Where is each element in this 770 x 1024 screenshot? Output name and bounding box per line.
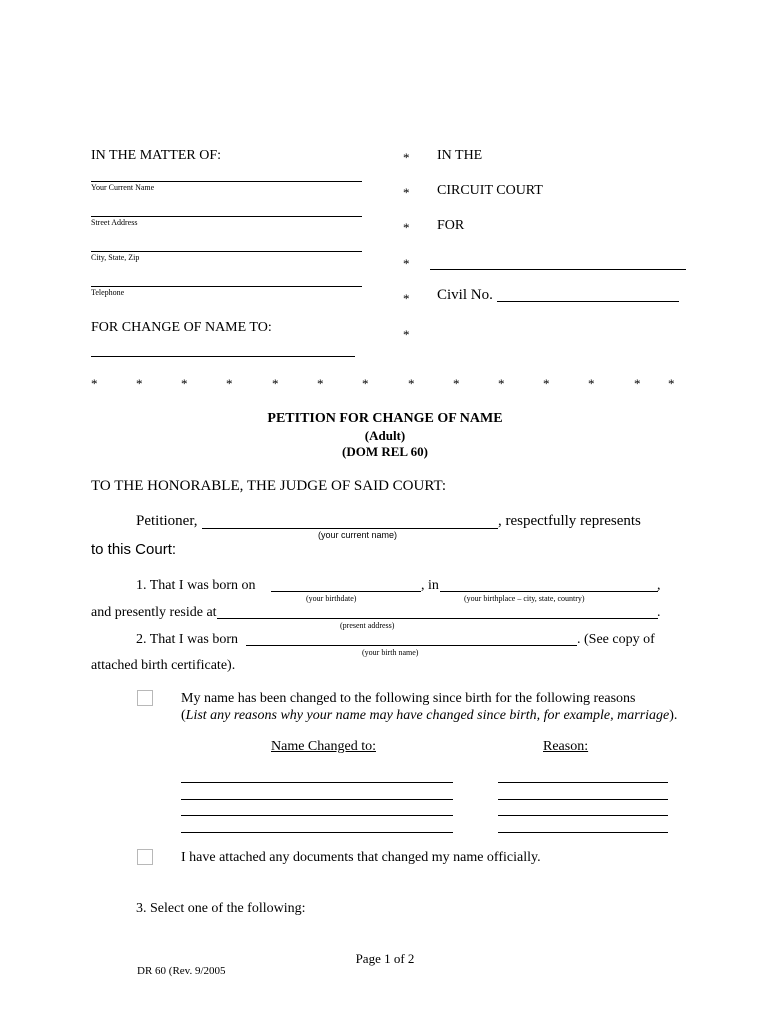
divider-star: * [362,376,369,391]
change-to-label: FOR CHANGE OF NAME TO: [91,320,272,335]
item2-text: 2. That I was born [136,632,238,647]
salutation: TO THE HONORABLE, THE JUDGE OF SAID COURT: [91,478,447,494]
reason-line[interactable] [498,815,668,816]
address-line[interactable] [217,618,658,619]
page-number: Page 1 of 2 [355,951,415,966]
birthplace-line[interactable] [440,591,658,592]
current-name-label: Your Current Name [91,183,155,192]
reason-line[interactable] [498,832,668,833]
city-label: City, State, Zip [91,253,140,262]
caption-star: * [403,150,410,165]
caption-star: * [403,220,410,235]
item1-in-text: , in [421,578,439,593]
civil-no-line[interactable] [497,301,679,302]
in-the-label: IN THE [437,148,483,163]
petition-title: PETITION FOR CHANGE OF NAME [267,411,503,426]
county-line[interactable] [430,269,686,270]
new-name-line[interactable] [91,356,355,357]
divider-star: * [453,376,460,391]
col-reason: Reason: [543,739,589,754]
name-changed-instruction [181,708,677,724]
street-line[interactable] [91,216,362,217]
divider-star: * [181,376,188,391]
divider-star: * [91,376,98,391]
name-changed-text: My name has been changed to the following since birth for the following reasons [181,691,636,706]
name-changed-italic: List any reasons why your name may have changed since birth, for example, marriage [185,708,670,723]
name-changed-line[interactable] [181,799,453,800]
caption-star: * [403,185,410,200]
item2-continuation: attached birth certificate). [91,658,236,673]
birthdate-line[interactable] [271,591,421,592]
birthdate-hint: (your birthdate) [306,594,357,603]
for-label: FOR [437,218,465,233]
telephone-label: Telephone [91,288,125,297]
name-changed-checkbox[interactable] [137,690,153,706]
birth-name-line[interactable] [246,645,577,646]
divider-star: * [498,376,505,391]
birth-name-hint: (your birth name) [362,648,419,657]
divider-star: * [634,376,641,391]
divider-star: * [272,376,279,391]
to-court-text: to this Court: [91,541,177,558]
divider-star: * [136,376,143,391]
divider-star: * [543,376,550,391]
divider-star: * [408,376,415,391]
city-line[interactable] [91,251,362,252]
caption-star: * [403,256,410,271]
divider-star: * [226,376,233,391]
form-revision: DR 60 (Rev. 9/2005 [137,965,226,977]
civil-no-label: Civil No. [437,287,493,303]
caption-star: * [403,291,410,306]
reason-line[interactable] [498,782,668,783]
telephone-line[interactable] [91,286,362,287]
reside-period: . [657,605,661,620]
reason-line[interactable] [498,799,668,800]
name-changed-line[interactable] [181,815,453,816]
street-label: Street Address [91,218,138,227]
attached-docs-text: I have attached any documents that changed my name officially. [181,850,541,865]
divider-star: * [588,376,595,391]
col-name-changed: Name Changed to: [271,739,376,754]
paren-open: ( [181,708,186,723]
address-hint: (present address) [340,621,395,630]
caption-star: * [403,327,410,342]
current-name-hint: (your current name) [318,530,398,540]
divider-star: * [317,376,324,391]
item2-see-copy: . (See copy of [577,632,655,647]
item1-text: 1. That I was born on [136,578,256,593]
petition-subtitle-form: (DOM REL 60) [342,444,428,459]
attached-docs-checkbox[interactable] [137,849,153,865]
petitioner-name-line[interactable] [202,528,498,529]
birthplace-hint: (your birthplace – city, state, country) [464,594,585,603]
petition-subtitle-adult: (Adult) [364,428,406,443]
circuit-court-label: CIRCUIT COURT [437,183,543,198]
paren-close: ). [669,708,678,723]
item3-text: 3. Select one of the following: [136,901,306,916]
item1-comma: , [657,578,661,593]
petitioner-label: Petitioner, [136,513,198,529]
divider-star: * [668,376,675,391]
name-changed-line[interactable] [181,832,453,833]
matter-label: IN THE MATTER OF: [91,148,222,163]
respectfully-text: , respectfully represents [498,513,641,529]
reside-text: and presently reside at [91,605,217,620]
name-changed-line[interactable] [181,782,453,783]
current-name-line[interactable] [91,181,362,182]
